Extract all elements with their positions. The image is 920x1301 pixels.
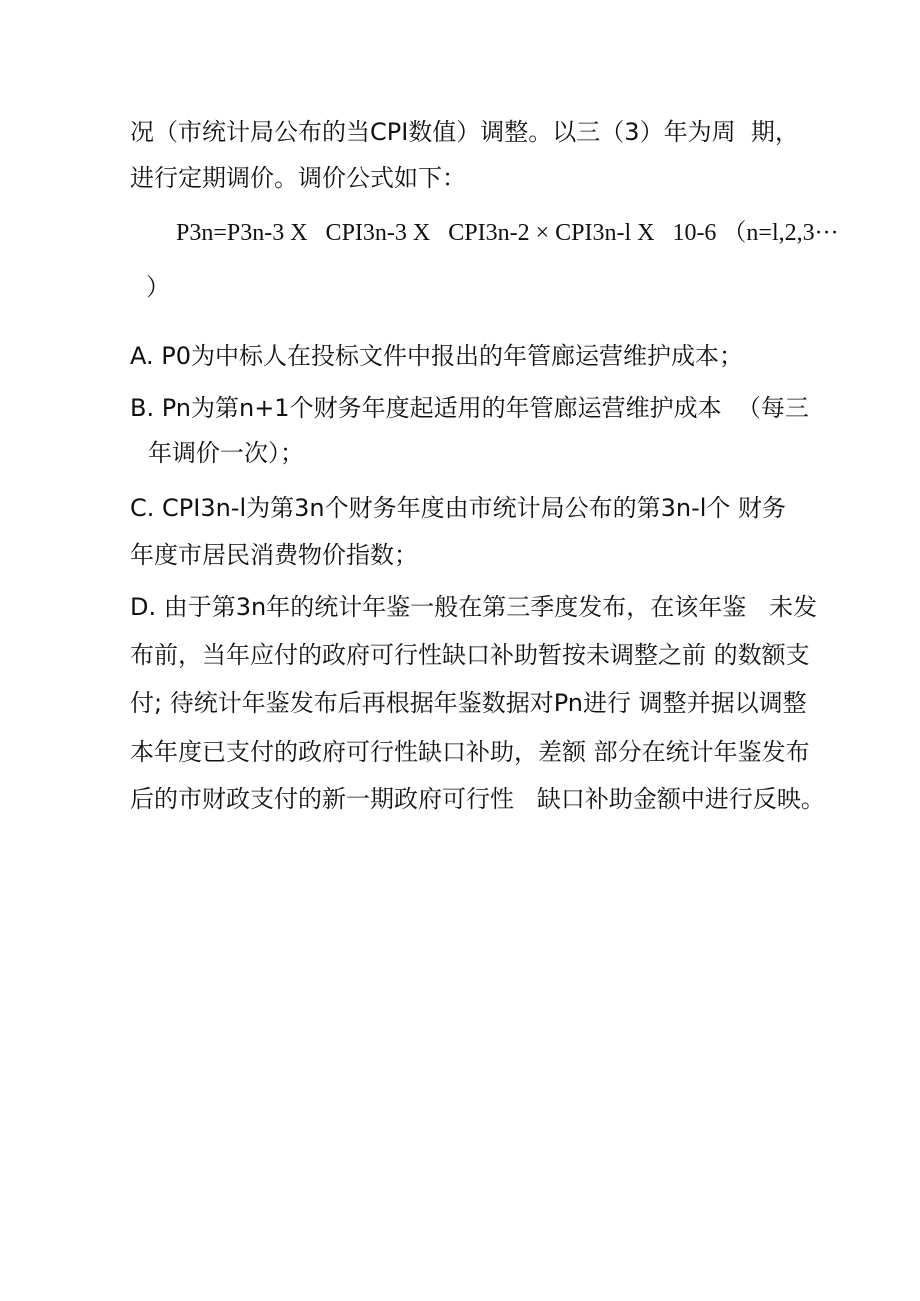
item-d-line-5: 后的市财政支付的新一期政府可行性 缺口补助金额中进行反映。 xyxy=(130,785,825,813)
item-c-line-1: C. CPI3n-l为第3n个财务年度由市统计局公布的第3n-l个 财务 xyxy=(130,494,787,522)
item-b-line-2: 年调价一次）； xyxy=(148,439,304,467)
formula-line-2: ） xyxy=(146,275,170,301)
item-d-line-3: 付; 待统计年鉴发布后再根据年鉴数据对Pn进行 调整并据以调整 xyxy=(130,689,807,717)
intro-line-1: 况（市统计局公布的当CPI数值）调整。以三（3）年为周 期， xyxy=(130,118,799,146)
item-a-line-1: A. P0为中标人在投标文件中报出的年管廊运营维护成本； xyxy=(130,342,743,370)
formula-line-1: P3n=P3n-3 X CPI3n-3 X CPI3n-2 × CPI3n-l X 10-6 （n=l,2,3··· xyxy=(176,220,839,246)
intro-line-2: 进行定期调价。调价公式如下： xyxy=(130,164,466,192)
item-d-line-4: 本年度已支付的政府可行性缺口补助，差额 部分在统计年鉴发布 xyxy=(130,738,810,766)
item-b-line-1: B. Pn为第n+1个财务年度起适用的年管廊运营维护成本 （每三 xyxy=(130,394,809,422)
item-c-line-2: 年度市居民消费物价指数； xyxy=(130,541,418,569)
item-d-line-1: D. 由于第3n年的统计年鉴一般在第三季度发布，在该年鉴 未发 xyxy=(130,593,818,621)
item-d-line-2: 布前，当年应付的政府可行性缺口补助暂按未调整之前 的数额支 xyxy=(130,641,810,669)
